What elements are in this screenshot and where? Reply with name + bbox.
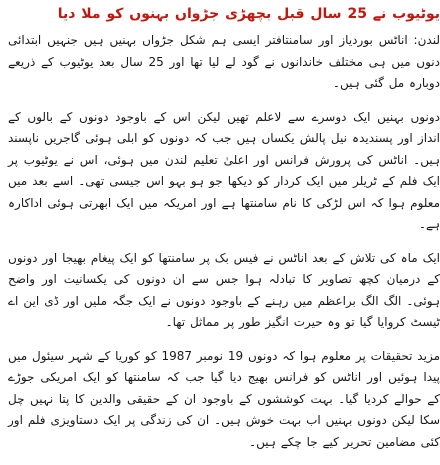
article-paragraph: دونوں بہنیں ایک دوسرے سے لاعلم تھیں لیکن اس کے باوجود دونوں کے بالوں کے انداز اور پسندیدہ نیل پالش یکساں ہیں جب کہ دونوں کو ابلی ہوئی گاجریں ناپسند ہیں۔ اناٹس کی پرورش فرانس اور اعلیٰ تعلیم لندن میں ہوئی، اس نے یوٹیوب پر ایک فلم کے ٹریلر میں ایک کردار کو دیکھا جو ہو بہو اس جیسی تھی۔ اسے بعد میں معلوم ہوا کہ اس لڑکی کا نام سامنتھا ہے اور امریکہ میں ایک ابھرتی ہوئی اداکارہ ہے۔	[8, 109, 440, 231]
article-title: یوٹیوب نے 25 سال قبل بچھڑی جڑواں بہنوں کو ملا دیا	[57, 6, 440, 22]
article-paragraph: لندن: اناٹس بوردیاز اور سامنتافتر ایسی ہم شکل جڑواں بہنیں ہیں جنہیں ابتدائی دنوں میں ہی مختلف خاندانوں نے گود لے لیا تھا اور 25 سال بعد یوٹیوب کے ذریعے دوبارہ مل گئی ہیں۔	[8, 33, 440, 90]
article-paragraph: ایک ماہ کی تلاش کے بعد اناٹس نے فیس بک پر سامنتھا کو ایک پیغام بھیجا اور دونوں کے درمیان کچھ تصاویر کا تبادلہ ہوا جس سے ان دونوں کی یکسانیت اور واضح ہوئی۔ الگ الگ براعظم میں رہنے کے باوجود دونوں نے ایک جگہ ملیں اور ڈی این اے ٹیسٹ کروایا گیا تو وہ حیرت انگیز طور پر مماثل تھا۔	[8, 250, 440, 329]
article-body	[8, 4, 440, 465]
article-paragraph: مزید تحقیقات پر معلوم ہوا کہ دونوں 19 نومبر 1987 کو کوریا کے شہر سیئول میں پیدا ہوئیں اور اناٹس کو فرانس بھیج دیا گیا جب کہ سامنتھا کو ایک امریکی جوڑے کے حوالے کردیا گیا۔ بہت کوششوں کے باوجود ان کے حقیقی والدین کا پتا نہیں چل سکا لیکن دونوں بہنیں اب بہت خوش ہیں۔ ان کی زندگی پر ایک دستاویزی فلم اور کئی مضامین تحریر کیے جا چکے ہیں۔	[8, 348, 440, 449]
